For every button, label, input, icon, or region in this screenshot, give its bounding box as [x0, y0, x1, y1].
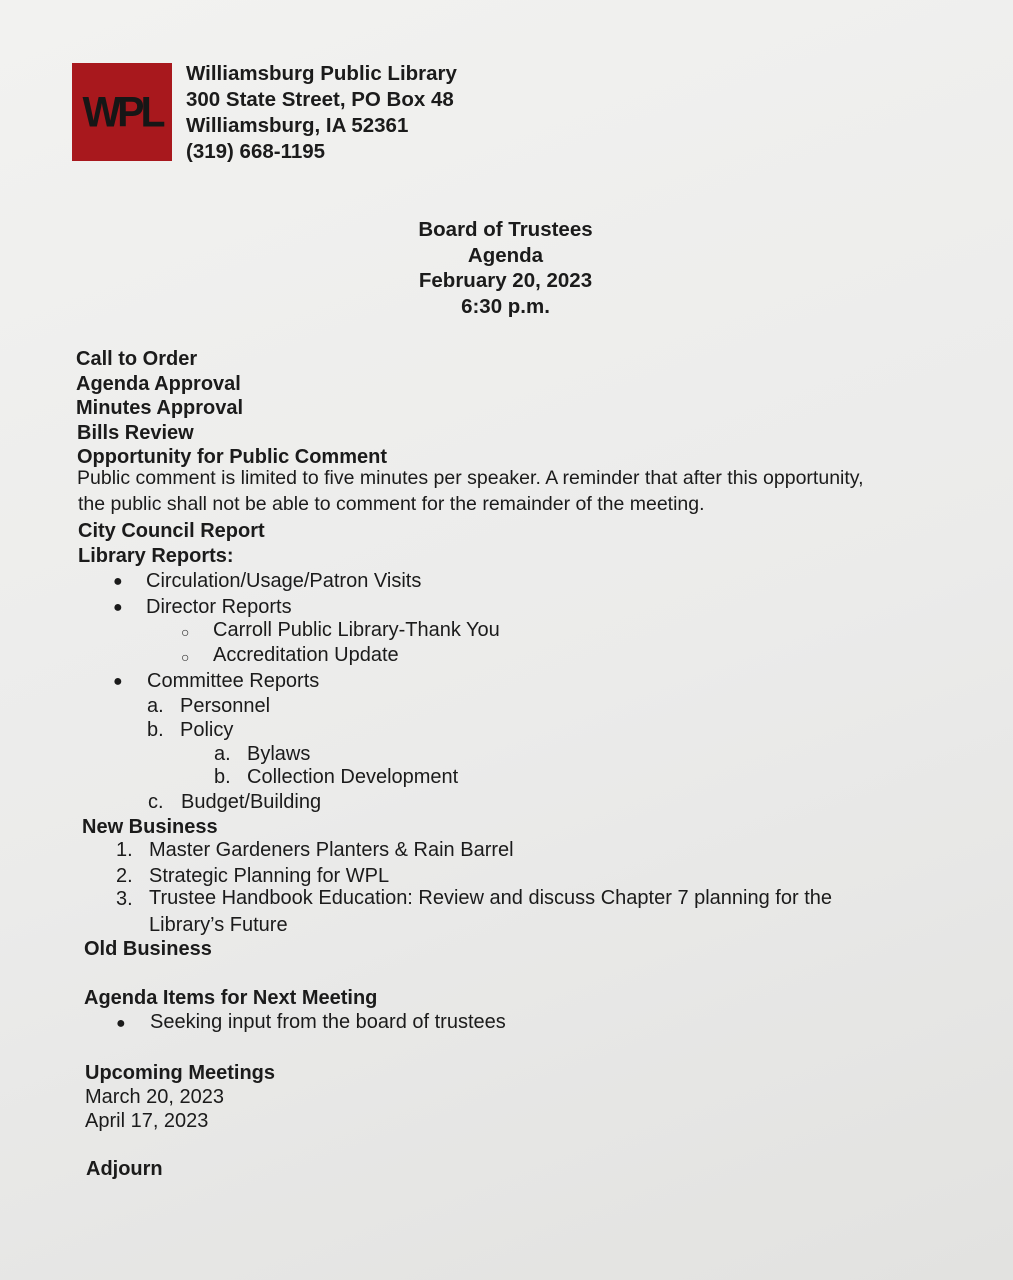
item-minutes-approval: Minutes Approval — [76, 397, 244, 419]
meeting-title-block — [0, 217, 1013, 319]
committee-a-marker: a. — [147, 695, 164, 717]
policy-collection-development: Collection Development — [247, 766, 459, 788]
item-bills-review: Bills Review — [77, 422, 194, 444]
item-agenda-approval: Agenda Approval — [76, 373, 241, 395]
nb-1-text: Master Gardeners Planters & Rain Barrel — [149, 839, 514, 861]
item-library-reports: Library Reports: — [78, 545, 234, 567]
board-title: Board of Trustees — [418, 218, 593, 241]
circle-bullet-icon: ○ — [181, 624, 190, 640]
agenda-title: Agenda — [467, 243, 544, 267]
committee-b-marker: b. — [147, 719, 164, 741]
policy-bylaws: Bylaws — [247, 743, 311, 765]
bullet-icon: ● — [113, 573, 123, 590]
library-name: Williamsburg Public Library — [186, 62, 457, 85]
lr-circulation: Circulation/Usage/Patron Visits — [146, 570, 422, 592]
item-next-meeting: Agenda Items for Next Meeting — [84, 987, 378, 1009]
logo-text: WPL — [82, 87, 162, 136]
nb-1-number: 1. — [116, 839, 133, 861]
public-comment-note-2: the public shall not be able to comment for the remainder of the meeting. — [78, 493, 705, 515]
nb-3-text-continued: Library’s Future — [149, 914, 288, 936]
policy-b-marker: b. — [214, 766, 231, 788]
item-old-business: Old Business — [84, 938, 212, 960]
library-logo — [72, 63, 172, 161]
committee-personnel: Personnel — [180, 695, 271, 717]
item-upcoming-meetings: Upcoming Meetings — [85, 1062, 276, 1084]
upcoming-date-2: April 17, 2023 — [85, 1110, 209, 1132]
lr-director-reports: Director Reports — [146, 596, 292, 618]
bullet-icon: ● — [113, 599, 123, 616]
nb-3-text: Trustee Handbook Education: Review and discuss Chapter 7 planning for the — [149, 887, 832, 909]
upcoming-date-1: March 20, 2023 — [85, 1086, 224, 1108]
circle-bullet-icon: ○ — [181, 649, 190, 665]
public-comment-note-1: Public comment is limited to five minutes per speaker. A reminder that after this opportunity, — [77, 467, 864, 489]
item-public-comment: Opportunity for Public Comment — [77, 446, 387, 468]
item-new-business: New Business — [82, 816, 218, 838]
item-city-council-report: City Council Report — [78, 520, 265, 542]
item-adjourn: Adjourn — [86, 1158, 163, 1180]
committee-policy: Policy — [180, 719, 234, 741]
address-line-2: Williamsburg, IA 52361 — [186, 114, 409, 137]
policy-a-marker: a. — [214, 743, 231, 765]
nb-3-number: 3. — [116, 888, 133, 910]
item-call-to-order: Call to Order — [76, 348, 198, 370]
lr-committee-reports: Committee Reports — [147, 670, 320, 692]
nb-2-number: 2. — [116, 865, 133, 887]
meeting-date: February 20, 2023 — [418, 269, 593, 292]
committee-budget-building: Budget/Building — [181, 791, 322, 813]
bullet-icon: ● — [113, 673, 123, 690]
next-meeting-item: Seeking input from the board of trustees — [150, 1011, 506, 1033]
bullet-icon: ● — [116, 1015, 126, 1032]
director-sub-1: Carroll Public Library-Thank You — [213, 619, 500, 641]
phone-number: (319) 668-1195 — [186, 140, 326, 163]
meeting-time: 6:30 p.m. — [461, 294, 550, 318]
director-sub-2: Accreditation Update — [213, 644, 399, 666]
nb-2-text: Strategic Planning for WPL — [149, 865, 390, 887]
committee-c-marker: c. — [148, 791, 164, 813]
letterhead — [186, 61, 457, 165]
address-line-1: 300 State Street, PO Box 48 — [186, 88, 454, 111]
